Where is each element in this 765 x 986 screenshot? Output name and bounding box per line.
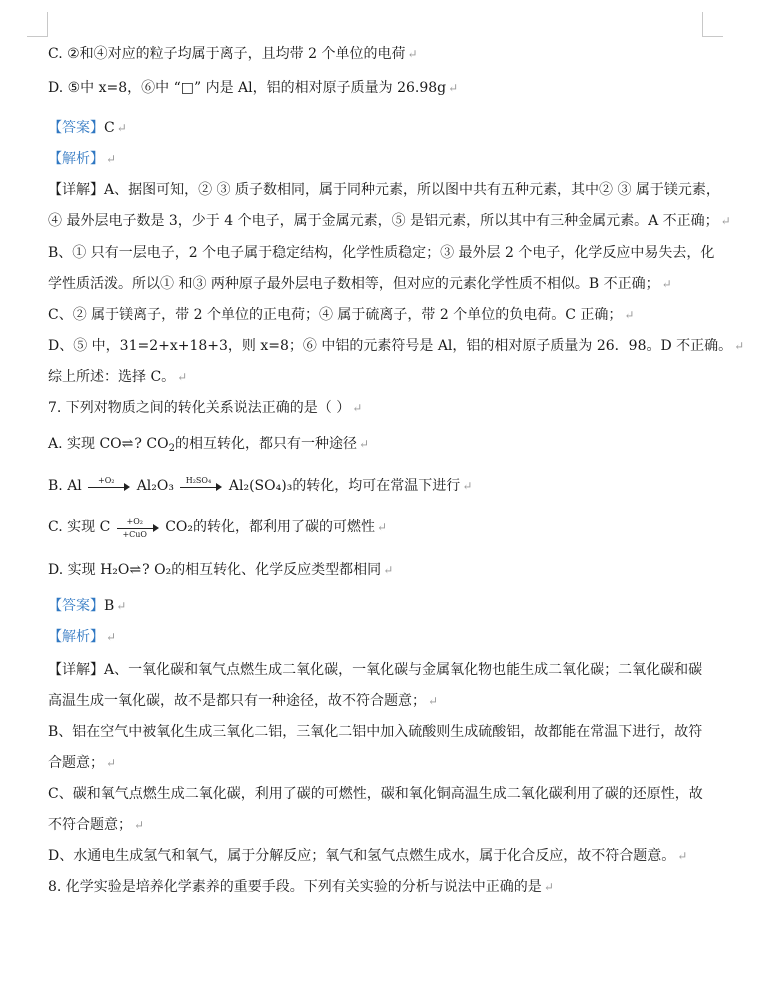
- detail-2-line-6: 不符合题意； ↵: [48, 817, 145, 833]
- detail-2-line-4: 合题意； ↵: [48, 755, 117, 771]
- question-7-stem: 7. 下列对物质之间的转化关系说法正确的是（ ） ↵: [48, 400, 363, 416]
- detail-2-line-5: C、碳和氧气点燃生成二氧化碳，利用了碳的可燃性，碳和氧化铜高温生成二氧化碳利用了碳的还原性，故: [48, 786, 703, 802]
- detail-2-line-3: B、铝在空气中被氧化生成三氧化二铝，三氧化二铝中加入硫酸则生成硫酸铝，故都能在常温下进行，故符: [48, 724, 703, 740]
- double-arrow-icon: ⇌: [121, 436, 135, 452]
- page-corner-mark-right: [702, 12, 723, 37]
- answer-line-1: 【答案】C ↵: [48, 120, 127, 136]
- reaction-arrow-icon: +O₂: [88, 479, 130, 493]
- question-8-stem: 8. 化学实验是培养化学素养的重要手段。下列有关实验的分析与说法中正确的是 ↵: [48, 879, 554, 895]
- question-7-option-a: A. 实现 CO⇌? $CO_2$的相互转化，都只有一种途径 ↵: [48, 436, 370, 454]
- detail-1-line-6: D、⑤ 中，31=2+x+18+3，则 x=8；⑥ 中铝的元素符号是 Al，铝的相对原子质量为 26．98。D 不正确。 ↵: [48, 338, 745, 354]
- answer-line-2: 【答案】B ↵: [48, 598, 127, 614]
- detail-1-line-2: ④ 最外层电子数是 3，少于 4 个电子，属于金属元素，⑤ 是铝元素，所以其中有三种金属元素。A 不正确； ↵: [48, 213, 731, 229]
- detail-1-line-3: B、① 只有一层电子，2 个电子属于稳定结构，化学性质稳定；③ 最外层 2 个电子，化学反应中易失去，化: [48, 245, 715, 261]
- detail-1-line-1: 【详解】A、据图可知，② ③ 质子数相同，属于同种元素，所以图中共有五种元素，其中② ③ 属于镁元素，: [48, 182, 720, 198]
- detail-1-line-5: C、② 属于镁离子，带 2 个单位的正电荷；④ 属于硫离子，带 2 个单位的负电荷。C 正确； ↵: [48, 307, 635, 323]
- detail-1-line-4: 学性质活泼。所以① 和③ 两种原子最外层电子数相等，但对应的元素化学性质不相似。B 不正确； ↵: [48, 276, 672, 292]
- question-7-option-b: B. Al +O₂ Al₂O₃ H₂SO₄ Al₂(SO₄)₃的转化，均可在常温下进行 ↵: [48, 476, 473, 494]
- reaction-arrow-icon: H₂SO₄: [180, 479, 222, 493]
- detail-2-line-7: D、水通电生成氢气和氧气，属于分解反应；氧气和氢气点燃生成水，属于化合反应，故不符合题意。 ↵: [48, 848, 688, 864]
- reaction-arrow-icon: +O₂ +CuO: [117, 520, 159, 534]
- option-c-line: C. ②和④对应的粒子均属于离子，且均带 2 个单位的电荷 ↵: [48, 46, 418, 62]
- detail-1-summary: 综上所述：选择 C。 ↵: [48, 369, 188, 385]
- analysis-label-2: 【解析】 ↵: [48, 629, 117, 645]
- question-7-option-c: C. 实现 C +O₂ +CuO CO₂的转化，都利用了碳的可燃性 ↵: [48, 517, 388, 539]
- option-d-line: D. ⑤中 x=8，⑥中 “□” 内是 Al，铝的相对原子质量为 26.98g ↵: [48, 80, 459, 96]
- analysis-label-1: 【解析】 ↵: [48, 151, 117, 167]
- double-arrow-icon: ⇌: [129, 562, 143, 578]
- detail-2-line-2: 高温生成一氧化碳，故不是都只有一种途径，故不符合题意； ↵: [48, 693, 439, 709]
- detail-2-line-1: 【详解】A、一氧化碳和氧气点燃生成二氧化碳，一氧化碳与金属氧化物也能生成二氧化碳；二氧化碳和碳: [48, 662, 703, 678]
- question-7-option-d: D. 实现 H₂O⇌? O₂的相互转化、化学反应类型都相同 ↵: [48, 562, 394, 578]
- page-corner-mark-left: [27, 12, 48, 37]
